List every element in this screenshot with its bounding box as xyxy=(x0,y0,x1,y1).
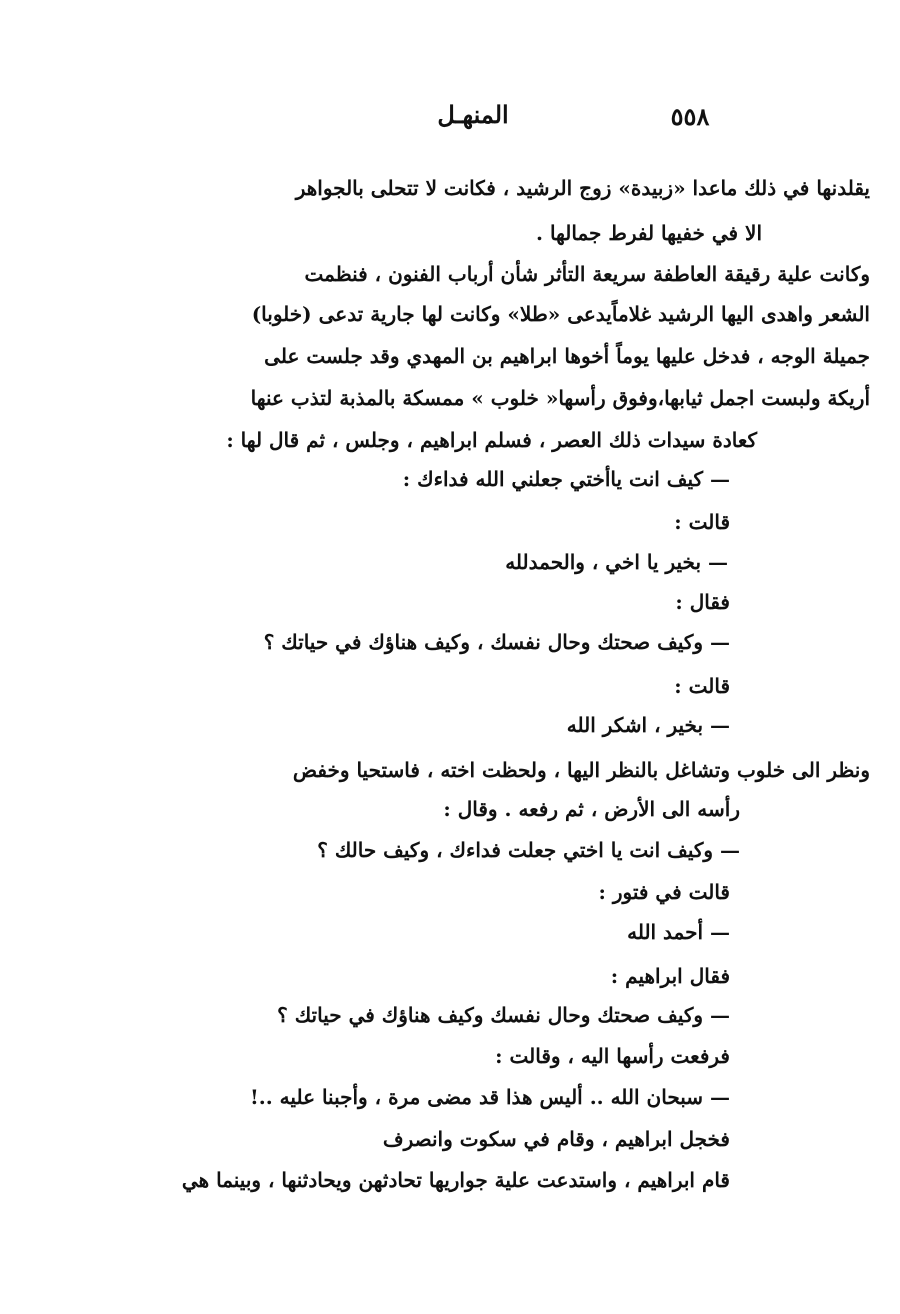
text-line: وكانت علية رقيقة العاطفة سريعة التأثر شأن أرباب الفنون ، فنظمت xyxy=(304,262,870,286)
text-line: رأسه الى الأرض ، ثم رفعه . وقال : xyxy=(443,797,740,821)
text-line: كعادة سيدات ذلك العصر ، فسلم ابراهيم ، وجلس ، ثم قال لها : xyxy=(226,428,757,452)
dialogue-speaker: فقال : xyxy=(675,590,730,614)
running-title: المنهـل xyxy=(437,100,509,129)
dialogue-line: — سبحان الله .. أليس هذا قد مضى مرة ، وأجبنا عليه ..! xyxy=(250,1085,730,1109)
dialogue-line: — بخير يا اخي ، والحمدلله xyxy=(505,550,728,574)
dialogue-speaker: قالت : xyxy=(674,510,730,534)
text-line: الشعر واهدى اليها الرشيد غلاماًيدعى «طلا» وكانت لها جارية تدعى (خلوبا) xyxy=(251,302,870,326)
page-number: ٥٥٨ xyxy=(670,102,710,131)
text-line: جميلة الوجه ، فدخل عليها يوماً أخوها ابراهيم بن المهدي وقد جلست على xyxy=(264,344,870,368)
dialogue-speaker: قالت : xyxy=(674,674,730,698)
dialogue-speaker: قالت في فتور : xyxy=(598,880,730,904)
text-line: فخجل ابراهيم ، وقام في سكوت وانصرف xyxy=(382,1127,730,1151)
dialogue-line: — وكيف صحتك وحال نفسك ، وكيف هناؤك في حياتك ؟ xyxy=(263,630,730,654)
dialogue-line: — وكيف صحتك وحال نفسك وكيف هناؤك في حياتك ؟ xyxy=(277,1003,730,1027)
dialogue-speaker: فقال ابراهيم : xyxy=(610,964,730,988)
dialogue-line: — بخير ، اشكر الله xyxy=(566,713,730,737)
dialogue-line: — كيف انت ياأختي جعلني الله فداءك : xyxy=(402,467,730,491)
text-line: قام ابراهيم ، واستدعت علية جواريها تحادثهن ويحادثنها ، وبينما هي xyxy=(181,1168,730,1192)
text-line: فرفعت رأسها اليه ، وقالت : xyxy=(495,1044,730,1068)
text-line: أريكة ولبست اجمل ثيابها،وفوق رأسها« خلوب » ممسكة بالمذبة لتذب عنها xyxy=(250,386,870,410)
dialogue-line: — أحمد الله xyxy=(627,920,730,944)
page-header xyxy=(0,100,900,140)
text-line: ونظر الى خلوب وتشاغل بالنظر اليها ، ولحظت اخته ، فاستحيا وخفض xyxy=(292,758,870,782)
text-line: الا في خفيها لفرط جمالها . xyxy=(536,221,762,245)
dialogue-line: — وكيف انت يا اختي جعلت فداءك ، وكيف حالك ؟ xyxy=(317,838,740,862)
text-line: يقلدنها في ذلك ماعدا «زبيدة» زوج الرشيد ، فكانت لا تتحلى بالجواهر xyxy=(295,176,870,200)
